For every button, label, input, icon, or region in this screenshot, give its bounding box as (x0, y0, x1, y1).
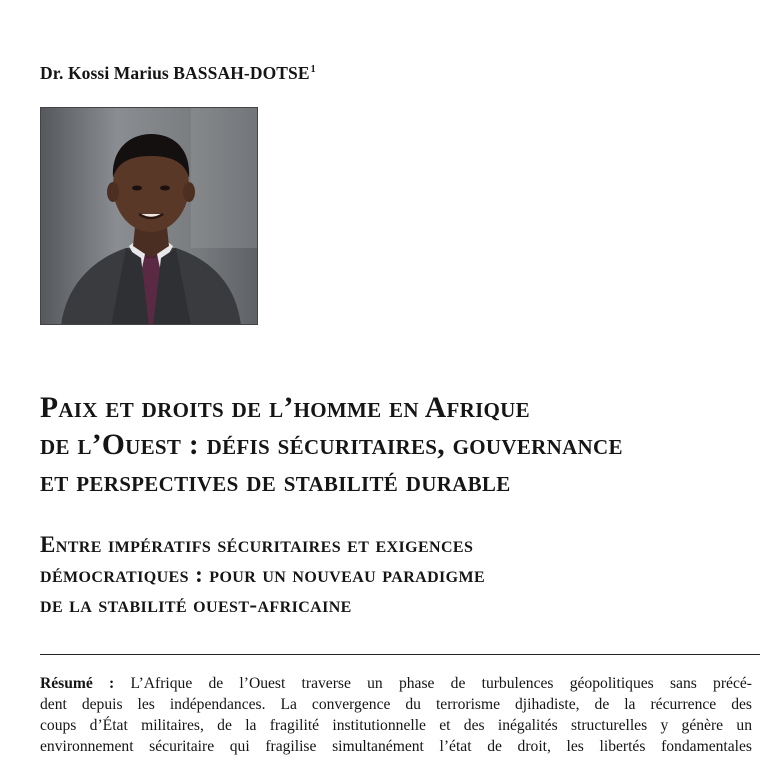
author-portrait-icon (41, 108, 258, 325)
abstract-label: Résumé : (40, 675, 115, 692)
article-subtitle (40, 530, 760, 620)
author-name-text: Dr. Kossi Marius BASSAH-DOTSE (40, 63, 310, 83)
article-title (40, 390, 760, 501)
author-photo (40, 107, 258, 325)
abstract-line: environnement sécuritaire qui fragilise simultanément l’état de droit, les libertés fondamentales (40, 738, 752, 755)
title-line: de l’Ouest : défis sécuritaires, gouvernance (40, 429, 623, 461)
abstract-text: L’Afrique de l’Ouest traverse un phase de turbulences géopolitiques sans précé- (130, 675, 752, 692)
title-line: et perspectives de stabilité durable (40, 466, 511, 498)
abstract-line: coups d’État militaires, de la fragilité institutionnelle et des inégalités structurelles y génère un (40, 717, 752, 734)
footnote-mark: 1 (310, 64, 316, 75)
subtitle-line: démocratiques : pour un nouveau paradigme (40, 562, 486, 587)
subtitle-line: Entre impératifs sécuritaires et exigences (40, 532, 474, 557)
abstract-line (40, 673, 752, 694)
abstract-line: dent depuis les indépendances. La convergence du terrorisme djihadiste, de la récurrence des (40, 696, 752, 713)
abstract (40, 673, 752, 757)
section-divider (40, 654, 760, 655)
title-line: Paix et droits de l’homme en Afrique (40, 392, 530, 424)
author-name (40, 63, 316, 84)
subtitle-line: de la stabilité ouest-africaine (40, 592, 352, 617)
